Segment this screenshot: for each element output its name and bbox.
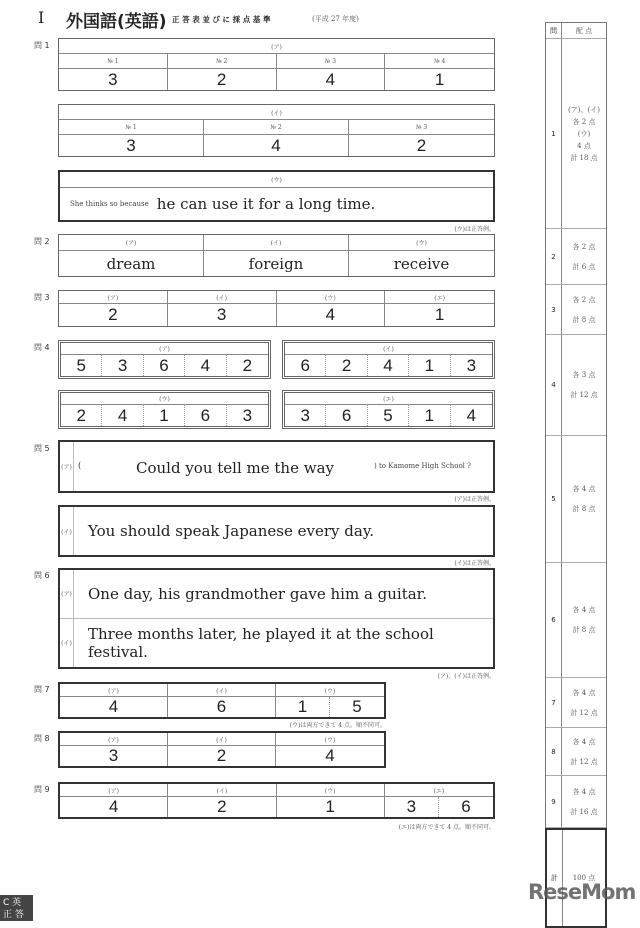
answer: 2 bbox=[242, 355, 253, 375]
answer: You should speak Japanese every day. bbox=[88, 522, 375, 540]
scoring-row bbox=[546, 335, 606, 436]
question-number: 6 bbox=[546, 563, 562, 677]
points bbox=[562, 728, 606, 775]
col-label: № 1 bbox=[59, 54, 168, 69]
col-label: (エ) bbox=[385, 784, 493, 797]
question-number: 5 bbox=[546, 436, 562, 562]
q3-table bbox=[58, 290, 495, 327]
answer: 1 bbox=[276, 697, 330, 717]
q4-part-header: (イ) bbox=[285, 343, 492, 355]
open-paren: ( bbox=[78, 461, 82, 470]
q1-u-box bbox=[58, 170, 495, 222]
col-label: (ウ) bbox=[277, 784, 385, 797]
q4-part-header: (エ) bbox=[285, 393, 492, 405]
answer: 4 bbox=[277, 69, 386, 90]
answer: 2 bbox=[61, 405, 102, 426]
total-label: 計 bbox=[547, 830, 563, 926]
answer: 6 bbox=[185, 405, 226, 426]
q1-i-header: (イ) bbox=[59, 105, 494, 120]
q6-note: (ア)、(イ)は正答例。 bbox=[437, 673, 495, 680]
col-label: (ア) bbox=[60, 733, 168, 746]
points-line: 各 4 点 bbox=[572, 787, 596, 796]
scoring-table bbox=[545, 22, 607, 927]
q6-a-mark: (ア) bbox=[60, 570, 74, 619]
answer: 1 bbox=[277, 797, 385, 817]
q6-box bbox=[58, 568, 495, 669]
q1-label: 問 1 bbox=[34, 41, 50, 50]
answer: 3 bbox=[102, 355, 143, 376]
points-line: 計 8 点 bbox=[572, 505, 596, 513]
points-line: 各 4 点 bbox=[572, 688, 596, 697]
q1-i-table bbox=[58, 104, 495, 157]
q5-a-mark: (ア) bbox=[60, 442, 74, 491]
answer: 4 bbox=[185, 355, 226, 376]
col-label: (イ) bbox=[168, 733, 276, 746]
answer: foreign bbox=[204, 251, 349, 276]
answer: 6 bbox=[168, 697, 276, 717]
answer: 3 bbox=[60, 746, 168, 766]
q4-part-table bbox=[58, 390, 271, 429]
points-line: 各 2 点 bbox=[572, 117, 596, 126]
points bbox=[562, 229, 606, 284]
answer: receive bbox=[393, 254, 450, 273]
col-label: № 1 bbox=[59, 120, 204, 135]
col-label: (ウ) bbox=[276, 733, 384, 746]
points-line: 計 8 点 bbox=[572, 315, 596, 324]
answer: 4 bbox=[368, 355, 409, 376]
q6-a-row bbox=[74, 570, 493, 619]
scoring-total bbox=[545, 828, 607, 928]
answer: 6 bbox=[326, 405, 367, 426]
col-label: (ウ) bbox=[277, 291, 386, 304]
q5-i-answer-row bbox=[74, 507, 493, 555]
points-line: 各 4 点 bbox=[572, 606, 596, 614]
answer: 3 bbox=[59, 135, 204, 156]
col-label: (イ) bbox=[168, 684, 276, 697]
section-number: Ⅰ bbox=[38, 8, 45, 27]
answer: 6 bbox=[144, 355, 185, 376]
q8-label: 問 8 bbox=[34, 734, 50, 743]
answer: 1 bbox=[409, 405, 450, 426]
points-line: 計 8 点 bbox=[572, 626, 596, 634]
points-line: 計 12 点 bbox=[570, 757, 598, 766]
q4-part-table bbox=[58, 340, 271, 379]
q4-label: 問 4 bbox=[34, 343, 50, 352]
points bbox=[562, 776, 606, 827]
col-label: (イ) bbox=[168, 291, 277, 304]
col-label: (ア) bbox=[60, 684, 168, 697]
col-label: (エ) bbox=[385, 291, 494, 304]
question-number: 9 bbox=[546, 776, 562, 827]
q6-i-row bbox=[74, 619, 493, 668]
answer-suffix: ) to Kamome High School ? bbox=[374, 462, 471, 470]
q4-part-header: (ア) bbox=[61, 343, 268, 355]
points-line: 計 6 点 bbox=[572, 262, 596, 271]
col-label: № 3 bbox=[349, 120, 494, 135]
answer: 2 bbox=[168, 746, 276, 766]
answer: 3 bbox=[466, 355, 477, 375]
points-line: 4 点 bbox=[577, 141, 591, 150]
q9-table bbox=[58, 782, 495, 819]
question-number: 8 bbox=[546, 728, 562, 775]
subtitle: 正 答 表 並 び に 採 点 基 準 bbox=[172, 15, 271, 24]
question-number: 4 bbox=[546, 335, 562, 435]
year: (平成 27 年度) bbox=[312, 15, 359, 23]
q5-i-box bbox=[58, 505, 495, 557]
header-points: 配 点 bbox=[575, 26, 593, 35]
q9-label: 問 9 bbox=[34, 785, 50, 794]
points-line: (ア)、(イ) bbox=[568, 105, 600, 114]
q4-part-table bbox=[282, 340, 495, 379]
answer: 3 bbox=[285, 405, 326, 426]
points-line: 計 18 点 bbox=[570, 153, 598, 162]
q8-table bbox=[58, 731, 386, 768]
answer: 1 bbox=[434, 69, 445, 89]
q2-label: 問 2 bbox=[34, 237, 50, 246]
answer: 1 bbox=[409, 355, 450, 376]
answer: Three months later, he played it at the school festival. bbox=[88, 624, 434, 661]
points-line: 各 4 点 bbox=[572, 737, 596, 746]
q2-table bbox=[58, 234, 495, 277]
q5-a-note: (ア)は正答例。 bbox=[454, 496, 495, 503]
answer: 2 bbox=[416, 135, 427, 155]
question-number: 1 bbox=[546, 39, 562, 228]
answer: he can use it for a long time. bbox=[156, 195, 376, 213]
q4-part-table bbox=[282, 390, 495, 429]
col-label: (ウ) bbox=[276, 684, 384, 697]
points-line: 各 4 点 bbox=[572, 485, 596, 493]
page-tab bbox=[0, 895, 33, 921]
q7-label: 問 7 bbox=[34, 685, 50, 694]
answer: 3 bbox=[242, 405, 253, 425]
q1-a-header: (ア) bbox=[59, 39, 494, 54]
answer: Could you tell me the way bbox=[136, 459, 334, 477]
points-line: 各 2 点 bbox=[572, 242, 596, 251]
points bbox=[562, 39, 606, 228]
answer: 2 bbox=[168, 69, 277, 90]
answer: 2 bbox=[59, 304, 168, 326]
q3-label: 問 3 bbox=[34, 293, 50, 302]
scoring-row bbox=[546, 229, 606, 285]
q5-a-box bbox=[58, 440, 495, 493]
scoring-row bbox=[546, 39, 606, 229]
points bbox=[562, 335, 606, 435]
q5-i-mark: (イ) bbox=[60, 507, 74, 555]
col-label: (ア) bbox=[60, 784, 168, 797]
answer: One day, his grandmother gave him a guitar. bbox=[88, 584, 427, 603]
col-label: (ウ) bbox=[349, 235, 494, 251]
answer: 5 bbox=[368, 405, 409, 426]
q1-u-answer-row bbox=[60, 188, 493, 220]
q6-label: 問 6 bbox=[34, 571, 50, 580]
points-line: 各 2 点 bbox=[572, 295, 596, 304]
answer: 6 bbox=[461, 797, 471, 816]
answer: 4 bbox=[277, 304, 386, 326]
subject-title: 外国語(英語) bbox=[66, 12, 167, 32]
points bbox=[562, 563, 606, 677]
tab-line-2: 正 答 bbox=[3, 910, 24, 920]
col-label: (ア) bbox=[59, 235, 204, 251]
q1-note: (ウ)は正答例。 bbox=[454, 226, 495, 233]
answer: 2 bbox=[326, 355, 367, 376]
answer: 1 bbox=[144, 405, 185, 426]
answer: 3 bbox=[59, 69, 168, 90]
answer: 3 bbox=[168, 304, 277, 326]
scoring-row bbox=[546, 563, 606, 678]
col-label: № 4 bbox=[385, 54, 494, 69]
answer: 5 bbox=[61, 355, 102, 376]
answer: 4 bbox=[60, 797, 168, 817]
points-line: 計 12 点 bbox=[570, 708, 598, 717]
points-line: 計 16 点 bbox=[570, 807, 598, 816]
points-line: 各 3 点 bbox=[572, 371, 596, 379]
q1-u-header: (ウ) bbox=[60, 172, 493, 188]
col-label: № 3 bbox=[277, 54, 386, 69]
question-number: 7 bbox=[546, 678, 562, 727]
points-line: 計 12 点 bbox=[570, 391, 598, 399]
answer: 4 bbox=[204, 135, 349, 156]
answer-prefix: She thinks so because bbox=[70, 200, 149, 208]
answer: 1 bbox=[434, 305, 445, 324]
scoring-row bbox=[546, 285, 606, 335]
col-label: № 2 bbox=[204, 120, 349, 135]
q5-label: 問 5 bbox=[34, 444, 50, 453]
resemom-watermark: ReseMom bbox=[528, 880, 636, 904]
scoring-row bbox=[546, 728, 606, 776]
scoring-header bbox=[546, 23, 606, 39]
answer: 4 bbox=[60, 697, 168, 717]
q1-a-table bbox=[58, 38, 495, 91]
answer: 3 bbox=[385, 797, 439, 817]
q7-table bbox=[58, 682, 386, 719]
q4-part-header: (ウ) bbox=[61, 393, 268, 405]
question-number: 2 bbox=[546, 229, 562, 284]
tab-line-1: C 英 bbox=[3, 898, 22, 908]
header-question: 問 bbox=[546, 23, 562, 38]
points-line: (ウ) bbox=[577, 129, 591, 138]
q6-i-mark: (イ) bbox=[60, 619, 74, 668]
points bbox=[562, 285, 606, 334]
q9-note: (エ)は両方できて 4 点。順不同可。 bbox=[398, 824, 495, 831]
scoring-row bbox=[546, 776, 606, 828]
q5-a-answer-row bbox=[74, 442, 493, 491]
question-number: 3 bbox=[546, 285, 562, 334]
answer: 2 bbox=[168, 797, 276, 817]
points bbox=[562, 436, 606, 562]
answer: 5 bbox=[352, 697, 362, 716]
answer: 6 bbox=[285, 355, 326, 376]
q5-i-note: (イ)は正答例。 bbox=[454, 560, 495, 567]
col-label: (イ) bbox=[204, 235, 349, 251]
answer: 4 bbox=[325, 746, 335, 765]
answer: dream bbox=[59, 251, 204, 276]
col-label: № 2 bbox=[168, 54, 277, 69]
col-label: (イ) bbox=[168, 784, 276, 797]
total-points: 100 点 bbox=[572, 874, 596, 882]
scoring-row bbox=[546, 436, 606, 563]
q7-note: (ウ)は両方できて 4 点。順不同可。 bbox=[289, 722, 386, 729]
points bbox=[562, 678, 606, 727]
answer: 4 bbox=[466, 405, 477, 425]
answer: 4 bbox=[102, 405, 143, 426]
col-label: (ア) bbox=[59, 291, 168, 304]
scoring-row bbox=[546, 678, 606, 728]
